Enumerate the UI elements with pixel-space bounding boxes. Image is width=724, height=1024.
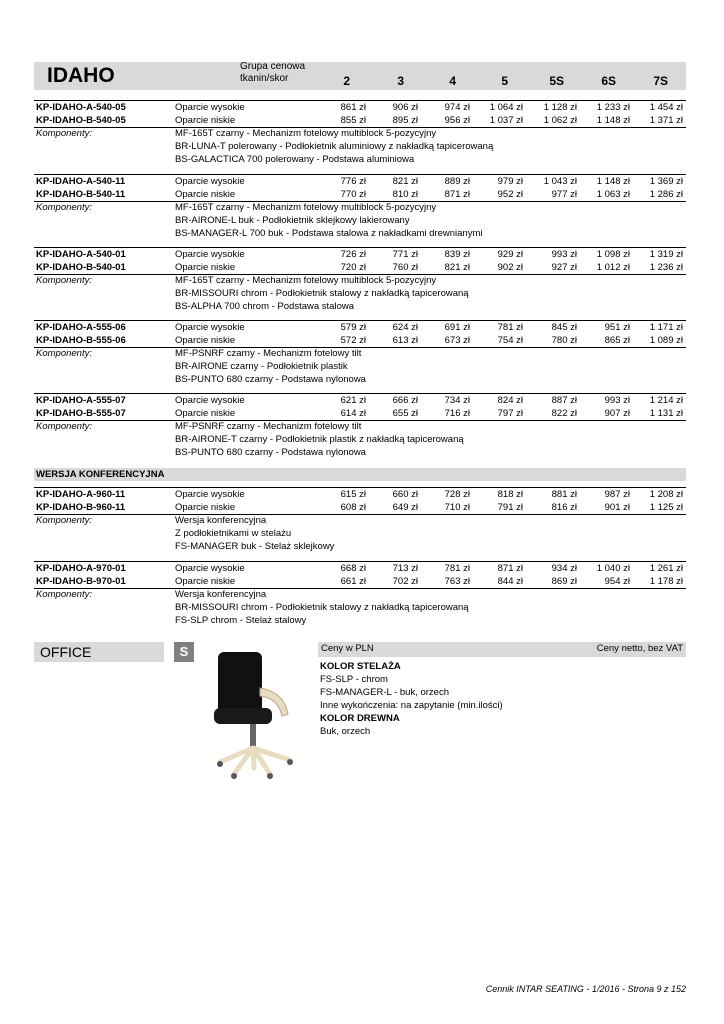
price-cell: 661 zł xyxy=(340,576,366,587)
price-cell: 810 zł xyxy=(392,189,418,200)
product-code: KP-IDAHO-A-555-07 xyxy=(36,395,126,406)
table-header xyxy=(34,62,686,90)
backrest-desc: Oparcie wysokie xyxy=(175,102,245,113)
product-code: KP-IDAHO-B-555-06 xyxy=(36,335,126,346)
price-cell: 624 zł xyxy=(392,322,418,333)
price-cell: 1 012 zł xyxy=(596,262,630,273)
product-code: KP-IDAHO-A-540-11 xyxy=(36,176,126,187)
price-cell: 791 zł xyxy=(497,502,523,513)
product-code: KP-IDAHO-B-970-01 xyxy=(36,576,126,587)
price-cell: 987 zł xyxy=(604,489,630,500)
price-cell: 720 zł xyxy=(340,262,366,273)
price-cell: 1 178 zł xyxy=(649,576,683,587)
price-cell: 726 zł xyxy=(340,249,366,260)
row-divider xyxy=(34,174,686,175)
price-cell: 952 zł xyxy=(497,189,523,200)
frame-color-title: KOLOR STELAŻA xyxy=(320,661,401,672)
component-item: MF-165T czarny - Mechanizm fotelowy multiblock 5-pozycyjny xyxy=(175,202,437,213)
net-price-note: Ceny netto, bez VAT xyxy=(596,643,683,654)
price-cell: 1 148 zł xyxy=(596,115,630,126)
backrest-desc: Oparcie niskie xyxy=(175,408,236,419)
product-code: KP-IDAHO-B-540-11 xyxy=(36,189,126,200)
component-item: BS-ALPHA 700 chrom - Podstawa stalowa xyxy=(175,301,355,312)
col-header: 6S xyxy=(601,74,616,88)
price-cell: 621 zł xyxy=(340,395,366,406)
row-divider xyxy=(34,561,686,562)
product-code: KP-IDAHO-A-540-01 xyxy=(36,249,126,260)
component-item: BS-PUNTO 680 czarny - Podstawa nylonowa xyxy=(175,374,366,385)
col-header: 7S xyxy=(653,74,668,88)
price-cell: 907 zł xyxy=(604,408,630,419)
row-divider xyxy=(34,393,686,394)
product-code: KP-IDAHO-B-555-07 xyxy=(36,408,126,419)
component-item: BR-AIRONE-T czarny - Podłokietnik plastik z nakładką tapicerowaną xyxy=(175,434,464,445)
price-cell: 871 zł xyxy=(444,189,470,200)
backrest-desc: Oparcie wysokie xyxy=(175,395,245,406)
frame-color-item: FS-SLP - chrom xyxy=(320,674,388,685)
price-cell: 1 371 zł xyxy=(649,115,683,126)
price-cell: 927 zł xyxy=(551,262,577,273)
price-cell: 1 037 zł xyxy=(489,115,523,126)
price-cell: 901 zł xyxy=(604,502,630,513)
wood-color-item: Buk, orzech xyxy=(320,726,371,737)
backrest-desc: Oparcie niskie xyxy=(175,335,236,346)
price-cell: 855 zł xyxy=(340,115,366,126)
wood-color-title: KOLOR DREWNA xyxy=(320,713,400,724)
currency-note: Ceny w PLN xyxy=(321,643,374,654)
product-code: KP-IDAHO-B-540-01 xyxy=(36,262,126,273)
price-cell: 660 zł xyxy=(392,489,418,500)
price-cell: 956 zł xyxy=(444,115,470,126)
price-cell: 816 zł xyxy=(551,502,577,513)
price-cell: 649 zł xyxy=(392,502,418,513)
components-label: Komponenty: xyxy=(36,589,92,600)
backrest-desc: Oparcie niskie xyxy=(175,262,236,273)
backrest-desc: Oparcie niskie xyxy=(175,189,236,200)
frame-color-item: Inne wykończenia: na zapytanie (min.ilości) xyxy=(320,700,503,711)
frame-color-item: FS-MANAGER-L - buk, orzech xyxy=(320,687,449,698)
col-header: 5S xyxy=(549,74,564,88)
price-cell: 728 zł xyxy=(444,489,470,500)
currency-bar xyxy=(318,642,686,657)
conference-section xyxy=(34,468,686,481)
price-cell: 1 171 zł xyxy=(649,322,683,333)
component-item: MF-165T czarny - Mechanizm fotelowy multiblock 5-pozycyjny xyxy=(175,128,437,139)
row-divider xyxy=(34,514,686,515)
price-cell: 702 zł xyxy=(392,576,418,587)
price-cell: 771 zł xyxy=(392,249,418,260)
price-cell: 1 125 zł xyxy=(649,502,683,513)
price-cell: 760 zł xyxy=(392,262,418,273)
row-divider xyxy=(34,320,686,321)
price-cell: 895 zł xyxy=(392,115,418,126)
price-cell: 1 128 zł xyxy=(543,102,577,113)
components-label: Komponenty: xyxy=(36,202,92,213)
components-label: Komponenty: xyxy=(36,348,92,359)
price-cell: 861 zł xyxy=(340,102,366,113)
series-badge: S xyxy=(174,642,194,662)
price-cell: 951 zł xyxy=(604,322,630,333)
price-cell: 614 zł xyxy=(340,408,366,419)
component-item: FS-MANAGER buk - Stelaż sklejkowy xyxy=(175,541,335,552)
component-item: MF-PSNRF czarny - Mechanizm fotelowy tilt xyxy=(175,421,362,432)
component-item: Z podłokietnikami w stelażu xyxy=(175,528,292,539)
price-cell: 1 369 zł xyxy=(649,176,683,187)
price-cell: 1 319 zł xyxy=(649,249,683,260)
price-cell: 710 zł xyxy=(444,502,470,513)
price-cell: 1 063 zł xyxy=(596,189,630,200)
price-cell: 613 zł xyxy=(392,335,418,346)
price-cell: 668 zł xyxy=(340,563,366,574)
price-cell: 1 286 zł xyxy=(649,189,683,200)
price-cell: 797 zł xyxy=(497,408,523,419)
price-cell: 889 zł xyxy=(444,176,470,187)
component-item: BS-MANAGER-L 700 buk - Podstawa stalowa z nakładkami drewnianymi xyxy=(175,228,483,239)
price-cell: 1 261 zł xyxy=(649,563,683,574)
price-cell: 993 zł xyxy=(604,395,630,406)
price-cell: 666 zł xyxy=(392,395,418,406)
price-cell: 902 zł xyxy=(497,262,523,273)
component-item: BR-LUNA-T polerowany - Podłokietnik aluminiowy z nakładką tapicerowaną xyxy=(175,141,494,152)
col-header: 4 xyxy=(449,74,456,88)
price-cell: 818 zł xyxy=(497,489,523,500)
product-code: KP-IDAHO-A-970-01 xyxy=(36,563,126,574)
price-cell: 716 zł xyxy=(444,408,470,419)
price-cell: 615 zł xyxy=(340,489,366,500)
price-cell: 770 zł xyxy=(340,189,366,200)
backrest-desc: Oparcie niskie xyxy=(175,115,236,126)
components-label: Komponenty: xyxy=(36,275,92,286)
price-cell: 844 zł xyxy=(497,576,523,587)
price-cell: 839 zł xyxy=(444,249,470,260)
price-cell: 845 zł xyxy=(551,322,577,333)
component-item: MF-PSNRF czarny - Mechanizm fotelowy tilt xyxy=(175,348,362,359)
col-header: 3 xyxy=(397,74,404,88)
price-cell: 824 zł xyxy=(497,395,523,406)
conference-title: WERSJA KONFERENCYJNA xyxy=(36,469,165,480)
price-cell: 734 zł xyxy=(444,395,470,406)
price-cell: 865 zł xyxy=(604,335,630,346)
backrest-desc: Oparcie wysokie xyxy=(175,176,245,187)
backrest-desc: Oparcie wysokie xyxy=(175,489,245,500)
component-item: Wersja konferencyjna xyxy=(175,515,267,526)
price-cell: 821 zł xyxy=(392,176,418,187)
price-cell: 608 zł xyxy=(340,502,366,513)
price-cell: 572 zł xyxy=(340,335,366,346)
col-header: 5 xyxy=(501,74,508,88)
price-cell: 780 zł xyxy=(551,335,577,346)
backrest-desc: Oparcie niskie xyxy=(175,576,236,587)
components-label: Komponenty: xyxy=(36,421,92,432)
product-code: KP-IDAHO-B-960-11 xyxy=(36,502,126,513)
component-item: BS-GALACTICA 700 polerowany - Podstawa aluminiowa xyxy=(175,154,415,165)
price-cell: 977 zł xyxy=(551,189,577,200)
row-divider xyxy=(34,247,686,248)
price-cell: 1 148 zł xyxy=(596,176,630,187)
price-cell: 871 zł xyxy=(497,563,523,574)
price-cell: 993 zł xyxy=(551,249,577,260)
price-cell: 881 zł xyxy=(551,489,577,500)
office-label-box xyxy=(34,642,164,662)
price-cell: 655 zł xyxy=(392,408,418,419)
backrest-desc: Oparcie wysokie xyxy=(175,249,245,260)
price-cell: 691 zł xyxy=(444,322,470,333)
backrest-desc: Oparcie wysokie xyxy=(175,322,245,333)
price-cell: 713 zł xyxy=(392,563,418,574)
price-cell: 979 zł xyxy=(497,176,523,187)
product-code: KP-IDAHO-A-555-06 xyxy=(36,322,126,333)
price-cell: 1 098 zł xyxy=(596,249,630,260)
price-cell: 1 214 zł xyxy=(649,395,683,406)
component-item: BS-PUNTO 680 czarny - Podstawa nylonowa xyxy=(175,447,366,458)
price-cell: 1 208 zł xyxy=(649,489,683,500)
price-cell: 906 zł xyxy=(392,102,418,113)
page-footer: Cennik INTAR SEATING - 1/2016 - Strona 9 z 152 xyxy=(485,984,686,994)
price-cell: 776 zł xyxy=(340,176,366,187)
price-cell: 763 zł xyxy=(444,576,470,587)
components-label: Komponenty: xyxy=(36,515,92,526)
office-label: OFFICE xyxy=(40,644,92,660)
components-label: Komponenty: xyxy=(36,128,92,139)
row-divider xyxy=(34,100,686,101)
price-cell: 1 233 zł xyxy=(596,102,630,113)
price-cell: 1 454 zł xyxy=(649,102,683,113)
backrest-desc: Oparcie wysokie xyxy=(175,563,245,574)
price-cell: 1 064 zł xyxy=(489,102,523,113)
price-cell: 781 zł xyxy=(444,563,470,574)
price-cell: 1 043 zł xyxy=(543,176,577,187)
price-cell: 974 zł xyxy=(444,102,470,113)
col-header: 2 xyxy=(343,74,350,88)
product-code: KP-IDAHO-A-540-05 xyxy=(36,102,126,113)
product-code: KP-IDAHO-A-960-11 xyxy=(36,489,126,500)
price-cell: 954 zł xyxy=(604,576,630,587)
price-group-label: Grupa cenowa tkanin/skor xyxy=(240,61,306,84)
price-cell: 1 131 zł xyxy=(649,408,683,419)
price-cell: 781 zł xyxy=(497,322,523,333)
component-item: MF-165T czarny - Mechanizm fotelowy multiblock 5-pozycyjny xyxy=(175,275,437,286)
backrest-desc: Oparcie niskie xyxy=(175,502,236,513)
component-item: BR-AIRONE czarny - Podłokietnik plastik xyxy=(175,361,348,372)
product-title: IDAHO xyxy=(47,64,115,87)
price-cell: 1 236 zł xyxy=(649,262,683,273)
component-item: FS-SLP chrom - Stelaż stalowy xyxy=(175,615,307,626)
price-cell: 579 zł xyxy=(340,322,366,333)
component-item: BR-MISSOURI chrom - Podłokietnik stalowy z nakładką tapicerowaną xyxy=(175,288,469,299)
price-cell: 822 zł xyxy=(551,408,577,419)
office-chair-image xyxy=(210,648,300,780)
price-cell: 929 zł xyxy=(497,249,523,260)
price-cell: 821 zł xyxy=(444,262,470,273)
price-cell: 1 040 zł xyxy=(596,563,630,574)
price-cell: 1 062 zł xyxy=(543,115,577,126)
product-code: KP-IDAHO-B-540-05 xyxy=(36,115,126,126)
price-cell: 754 zł xyxy=(497,335,523,346)
component-item: BR-MISSOURI chrom - Podłokietnik stalowy z nakładką tapicerowaną xyxy=(175,602,469,613)
row-divider xyxy=(34,487,686,488)
price-cell: 673 zł xyxy=(444,335,470,346)
component-item: Wersja konferencyjna xyxy=(175,589,267,600)
component-item: BR-AIRONE-L buk - Podłokietnik sklejkowy lakierowany xyxy=(175,215,410,226)
row-divider xyxy=(34,588,686,589)
price-cell: 887 zł xyxy=(551,395,577,406)
price-cell: 1 089 zł xyxy=(649,335,683,346)
price-cell: 934 zł xyxy=(551,563,577,574)
price-cell: 869 zł xyxy=(551,576,577,587)
